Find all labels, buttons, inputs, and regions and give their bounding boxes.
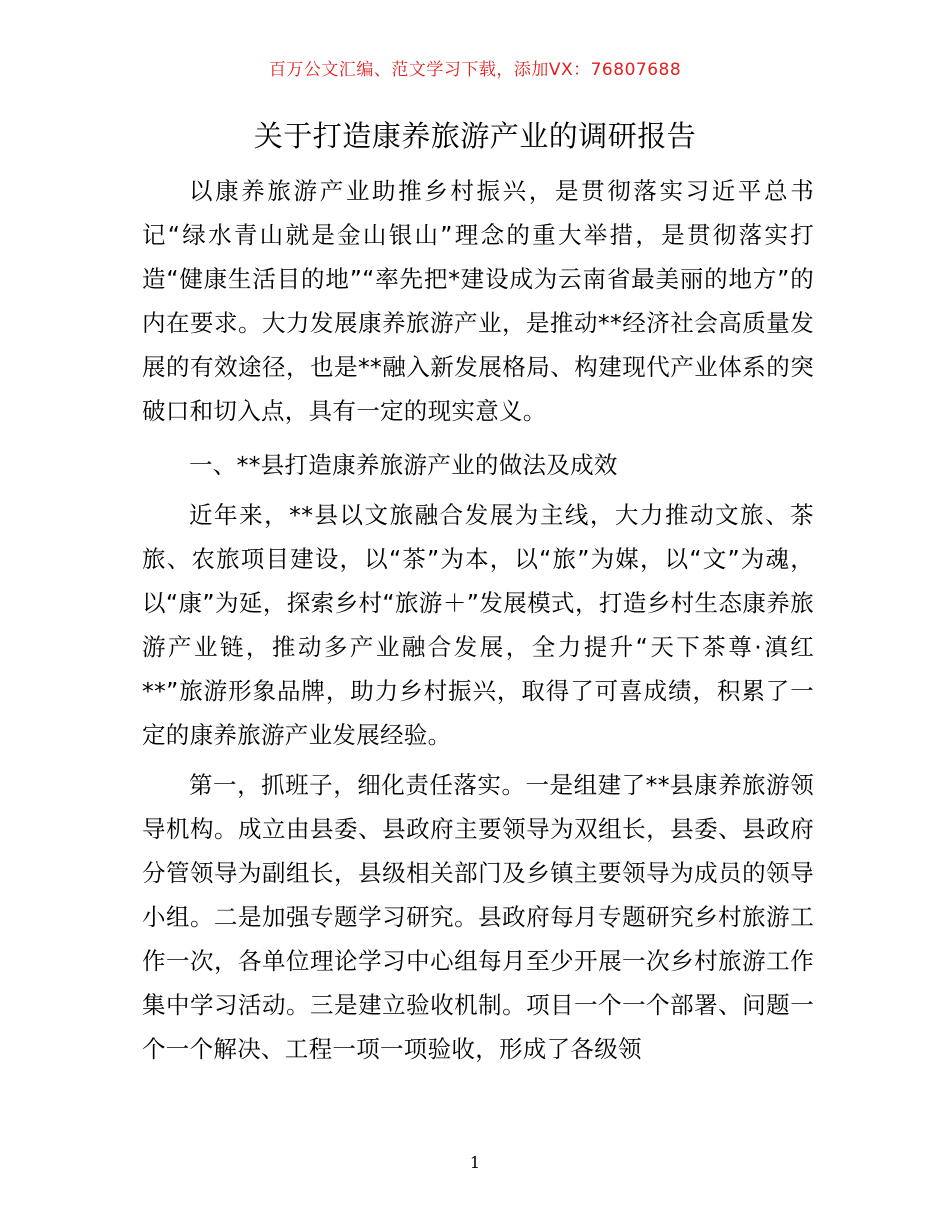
- intro-paragraph: 以康养旅游产业助推乡村振兴，是贯彻落实习近平总书记“绿水青山就是金山银山”理念的重大举措，是贯彻落实打造“健康生活目的地”“率先把*建设成为云南省最美丽的地方”的内在要求。大力发展康养旅游产业，是推动**经济社会高质量发展的有效途径，也是**融入新发展格局、构建现代产业体系的突破口和切入点，具有一定的现实意义。: [142, 177, 814, 425]
- document-title: 关于打造康养旅游产业的调研报告: [253, 119, 697, 153]
- header-banner: 百万公文汇编、范文学习下载，添加VX：76807688: [268, 60, 682, 80]
- section-paragraph: 第一，抓班子，细化责任落实。一是组建了**县康养旅游领导机构。成立由县委、县政府主要领导为双组长，县委、县政府分管领导为副组长，县级相关部门及乡镇主要领导为成员的领导小组。二是加强专题学习研究。县政府每月专题研究乡村旅游工作一次，各单位理论学习中心组每月至少开展一次乡村旅游工作集中学习活动。三是建立验收机制。项目一个一个部署、问题一个一个解决、工程一项一项验收，形成了各级领: [142, 771, 814, 1063]
- section-heading: 一、**县打造康养旅游产业的做法及成效: [189, 451, 618, 479]
- section-paragraph: 近年来，**县以文旅融合发展为主线，大力推动文旅、茶旅、农旅项目建设，以“茶”为本，以“旅”为媒，以“文”为魂，以“康”为延，探索乡村“旅游＋”发展模式，打造乡村生态康养旅游产业链，推动多产业融合发展，全力提升“天下茶尊·滇红**”旅游形象品牌，助力乡村振兴，取得了可喜成绩，积累了一定的康养旅游产业发展经验。: [142, 501, 814, 749]
- page-number: 1: [469, 1153, 481, 1172]
